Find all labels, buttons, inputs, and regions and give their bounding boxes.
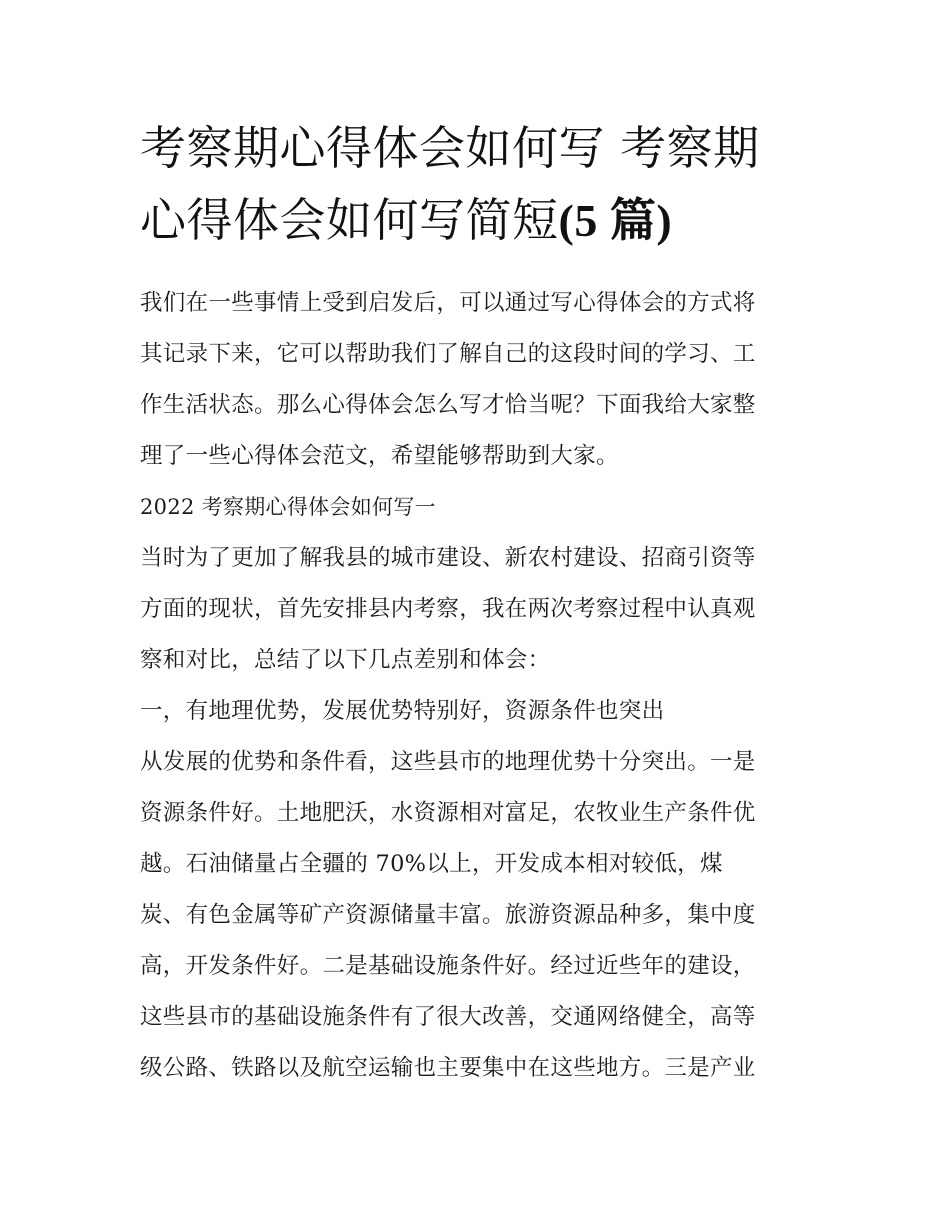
body-line: 从发展的优势和条件看，这些县市的地理优势十分突出。一是: [140, 749, 756, 775]
title-line-1-text: 考察期心得体会如何写 考察期: [140, 121, 760, 175]
section-heading: 2022 考察期心得体会如何写一: [140, 495, 436, 519]
intro-line: 其记录下来，它可以帮助我们了解自己的这段时间的学习、工: [140, 341, 756, 367]
document-title: [140, 112, 820, 257]
body-line: 这些县市的基础设施条件有了很大改善，交通网络健全，高等: [140, 1004, 756, 1030]
title-line-1: [140, 112, 820, 184]
body-line: 察和对比，总结了以下几点差别和体会：: [140, 647, 551, 673]
intro-line: 我们在一些事情上受到启发后，可以通过写心得体会的方式将: [140, 290, 756, 316]
intro-line: 作生活状态。那么心得体会怎么写才恰当呢？下面我给大家整: [140, 392, 756, 418]
title-line-2: [140, 184, 820, 257]
body-line: 越。石油储量占全疆的 70%以上，开发成本相对较低，煤: [140, 851, 723, 877]
title-line-2-text: 心得体会如何写简短: [140, 193, 559, 247]
document-body: [140, 278, 820, 1094]
body-line: 高，开发条件好。二是基础设施条件好。经过近些年的建设，: [140, 953, 756, 979]
body-line: 方面的现状，首先安排县内考察，我在两次考察过程中认真观: [140, 596, 756, 622]
body-line: 资源条件好。土地肥沃，水资源相对富足，农牧业生产条件优: [140, 800, 756, 826]
body-line: 级公路、铁路以及航空运输也主要集中在这些地方。三是产业: [140, 1055, 756, 1081]
body-line: 炭、有色金属等矿产资源储量丰富。旅游资源品种多，集中度: [140, 902, 756, 928]
intro-line: 理了一些心得体会范文，希望能够帮助到大家。: [140, 443, 619, 469]
point-heading: 一，有地理优势，发展优势特别好，资源条件也突出: [140, 698, 665, 724]
title-count-label: (5 篇): [558, 195, 673, 246]
body-line: 当时为了更加了解我县的城市建设、新农村建设、招商引资等: [140, 545, 756, 571]
